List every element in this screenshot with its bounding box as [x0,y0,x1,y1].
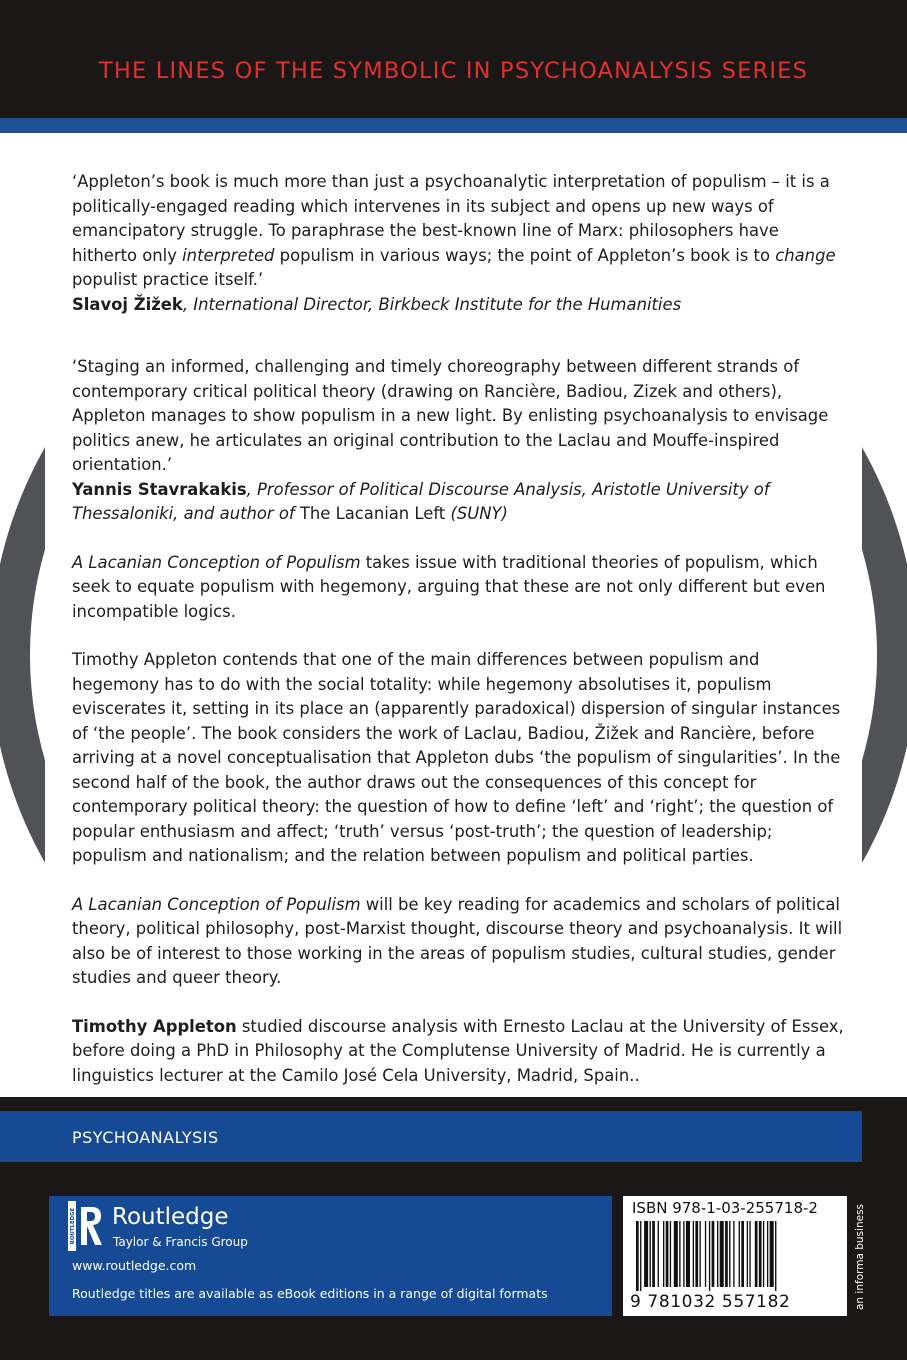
back-cover-text [72,170,847,1088]
publisher-website: www.routledge.com [72,1258,197,1273]
barcode-bar [775,1221,776,1291]
barcode-bar [644,1221,648,1287]
barcode-bar [712,1221,715,1287]
blurb-paragraph-1: A Lacanian Conception of Populism takes issue with traditional theories of populism, which seek to equate populism with hegemony, arguing that these are not only different but even incompatible logics. [72,552,826,621]
barcode-bar [693,1221,694,1287]
informa-tagline: an informa business [854,1203,866,1310]
barcode-bar [767,1221,768,1287]
barcode-bar [686,1221,690,1287]
barcode-bar [658,1221,659,1287]
blurb-paragraph-2: Timothy Appleton contends that one of the main differences between populism and hegemony has to do with the social totality: while hegemony absolutises it, populism eviscerates it, setting in its place an (apparently paradoxical) dispersion of singular instances of ‘the people’. The book considers the work of Laclau, Badiou, Žižek and Rancière, before arriving at a novel conceptualisation that Appleton dubs ‘the populism of singularities’. In the second half of the book, the author draws out the consequences of this concept for contemporary political theory: the question of how to define ‘left’ and ‘right’; the question of popular enthusiasm and affect; ‘truth’ versus ‘post-truth’; the question of leadership; populism and nationalism; and the relation between populism and political parties. [72,650,841,865]
barcode-bar [650,1221,651,1287]
barcode-bar [705,1221,706,1287]
barcode-bar [679,1221,680,1287]
barcode-bar [725,1221,728,1287]
barcode-bar [709,1221,710,1291]
ebook-note: Routledge titles are available as eBook editions in a range of digital formats [72,1286,548,1301]
publisher-group: Taylor & Francis Group [113,1235,248,1249]
barcode-bar [729,1221,730,1287]
barcode-bar [699,1221,700,1287]
barcode-bar [747,1221,748,1287]
barcode-bar [640,1221,641,1291]
barcode-bar [652,1221,655,1287]
barcode-bar [763,1221,764,1287]
series-title: THE LINES OF THE SYMBOLIC IN PSYCHOANALYSIS SERIES [98,58,809,84]
publisher-name: Routledge [112,1204,229,1230]
routledge-logo-icon [68,1201,104,1251]
barcode-bar [636,1221,639,1291]
barcode-graphic [632,1221,840,1291]
endorsement-2-quote: ‘Staging an informed, challenging and timely choreography between different strands of contemporary critical political theory (drawing on Rancière, Badiou, Zizek and others), Appleton manages to show populism in a new light. By enlisting psychoanalysis to envisage politics anew, he articulates an original contribution to the Laclau and Mouffe-inspired orientation.’ [72,357,829,474]
blurb-paragraph-3: A Lacanian Conception of Populism will be key reading for academics and scholars of political theory, political philosophy, post-Marxist thought, discourse theory and psychoanalysis. It will also be of interest to those working in the areas of populism studies, cultural studies, gender studies and queer theory. [72,894,843,987]
barcode-bar [683,1221,684,1287]
barcode-bar [666,1221,669,1287]
barcode-bar [663,1221,664,1287]
top-blue-stripe [0,118,907,133]
endorsement-1-quote: ‘Appleton’s book is much more than just a psychoanalytic interpretation of populism – it is a politically-engaged reading which intervenes in its subject and opens up new ways of emancipatory struggle. To paraphrase the best-known line of Marx: philosophers have hitherto only interpreted populism in various ways; the point of Appleton’s book is to change populist practice itself.’ [72,172,836,289]
barcode-bar [695,1221,698,1287]
barcode-number: 9 781032 557182 [630,1292,791,1312]
barcode-bar [741,1221,744,1287]
barcode-bar [770,1221,774,1287]
barcode-bar [759,1221,762,1287]
endorsement-1-attribution: Slavoj Žižek, International Director, Birkbeck Institute for the Humanities [72,294,682,314]
subject-label: PSYCHOANALYSIS [72,1128,219,1147]
barcode-bar [733,1221,734,1287]
isbn-label: ISBN 978-1-03-255718-2 [632,1199,818,1217]
barcode-bar [717,1221,718,1287]
barcode-bar [755,1221,758,1287]
svg-text:ROUTLEDGE: ROUTLEDGE [70,1207,77,1245]
author-bio: Timothy Appleton studied discourse analysis with Ernesto Laclau at the University of Essex, before doing a PhD in Philosophy at the Complutense University of Madrid. He is currently a linguistics lecturer at the Camilo José Cela University, Madrid, Spain.. [72,1016,844,1085]
barcode-bar [739,1221,740,1287]
barcode-bar [674,1221,678,1287]
barcode-bar [720,1221,724,1287]
barcode-bar [670,1221,671,1287]
endorsement-2-attribution: Yannis Stavrakakis, Professor of Political Discourse Analysis, Aristotle University of Thessaloniki, and author of The Lacanian Left (SUNY) [72,479,770,523]
barcode-bar [749,1221,750,1287]
